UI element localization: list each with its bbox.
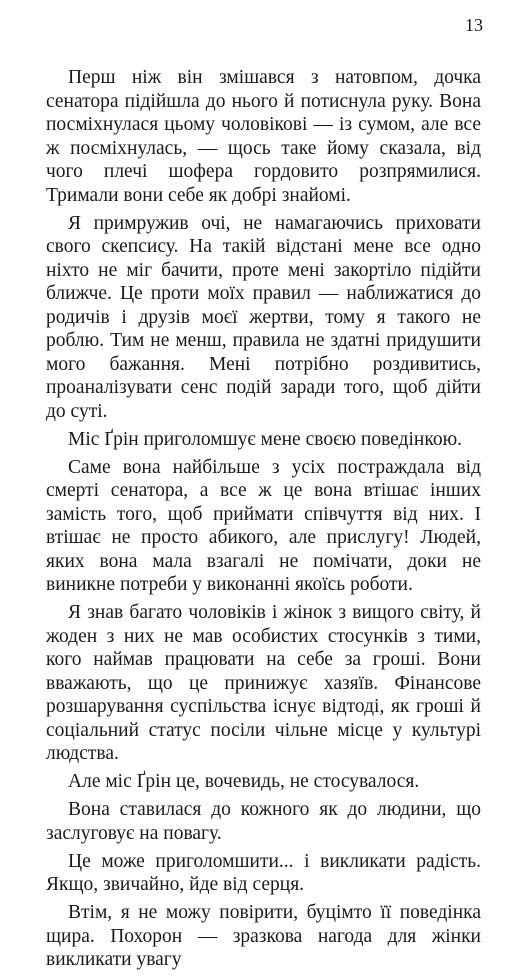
paragraph: Міс Ґрін приголомшує мене своєю поведінкою. xyxy=(68,428,463,450)
paragraph: Я примружив очі, не намагаючись приховати свого скепсису. На такій відстані мене все одно ніхто не міг бачити, проте мені закортіло підійти ближче. Це проти моїх правил — наближатися до родичів і друзів моєї жертви, тому я такого не роблю. Тим не менш, правила не здатні придушити мого бажання. Мені потрібно роздивитись, проаналізувати сенс подій заради того, щоб дійти до суті. xyxy=(46,212,481,422)
paragraph: Втім, я не можу повірити, буцімто її поведінка щира. Похорон — зразкова нагода для жінки викликати увагу xyxy=(46,902,481,970)
paragraph: Це може приголомшити... і викликати радість. Якщо, звичайно, йде від серця. xyxy=(46,850,481,895)
paragraph: Перш ніж він змішався з натовпом, дочка сенатора підійшла до нього й потиснула руку. Вона посміхнулася цьому чоловікові — із сумом, але все ж посміхнулась, — щось таке йому сказала, від чого плечі шофера гордовито розпрямилися. Тримали вони себе як добрі знайомі. xyxy=(46,67,481,206)
paragraph: Саме вона найбільше з усіх постраждала від смерті сенатора, а все ж це вона втішає інших замість того, щоб приймати співчуття від них. І втішає не просто абикого, але прислугу! Людей, яких вона мала взагалі не помічати, доки не виникне потреби у виконанні якоїсь роботи. xyxy=(46,456,481,595)
paragraph: Вона ставилася до кожного як до людини, що заслуговує на повагу. xyxy=(46,799,481,844)
page-number: 13 xyxy=(465,15,483,35)
paragraph: Я знав багато чоловіків і жінок з вищого світу, й жоден з них не мав особистих стосунків з тими, кого наймав працювати на себе за гроші. Вони вважають, що це принижує хазяїв. Фінансове розшарування суспільства існує відтоді, як гроші й соціальний статус посіли чільне місце у культурі людства. xyxy=(46,602,481,764)
body-text xyxy=(46,66,481,976)
paragraph: Але міс Ґрін це, вочевидь, не стосувалося. xyxy=(68,771,420,792)
